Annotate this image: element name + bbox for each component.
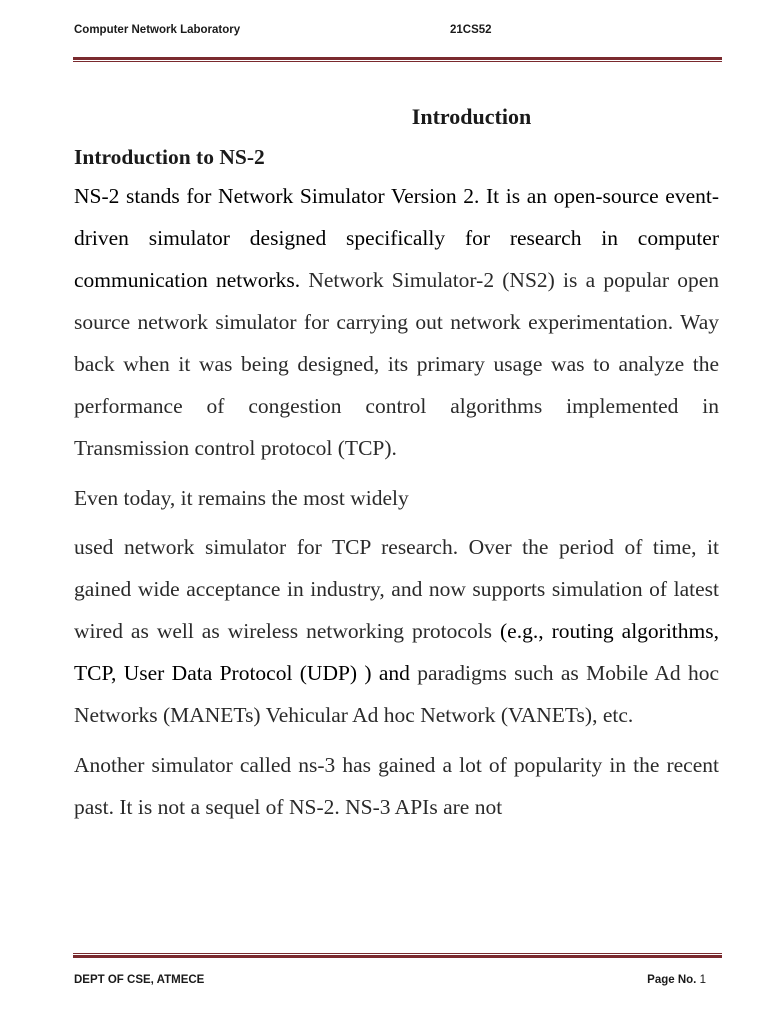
page-header xyxy=(74,24,722,40)
lab-title: Computer Network Laboratory xyxy=(74,24,241,36)
page-footer xyxy=(74,974,706,990)
paragraph-protocol-examples: (e.g., routing algorithms, TCP, User Data Protocol (UDP) ) and xyxy=(74,619,719,685)
header-rule xyxy=(73,57,722,62)
department-label: DEPT OF CSE, ATMECE xyxy=(74,974,205,986)
paragraph-ns2-overview xyxy=(74,175,719,469)
course-code: 21CS52 xyxy=(450,24,492,36)
paragraph-tcp-research xyxy=(74,526,719,736)
paragraph-tcp-research-start: used network simulator for TCP research. Over the period of time, it gained wide acceptance in industry, and now supports simulation of latest wired as well as wireless networking protocols xyxy=(74,535,719,643)
paragraph-ns2-definition: NS-2 stands for Network Simulator Version 2. It is an open-source event-driven simulator designed specifically for research in computer communication networks. xyxy=(74,184,719,292)
page-number-label: Page No. xyxy=(647,974,697,986)
section-heading: Introduction to NS-2 xyxy=(74,145,265,169)
page-content xyxy=(74,100,719,828)
paragraph-paradigms: paradigms such as Mobile Ad hoc Networks (MANETs) Vehicular Ad hoc Network (VANETs), etc. xyxy=(74,661,719,727)
footer-rule xyxy=(73,953,722,958)
paragraph-widely-used: Even today, it remains the most widely xyxy=(74,486,409,510)
page-number-block xyxy=(647,974,706,986)
paragraph-ns3: Another simulator called ns-3 has gained a lot of popularity in the recent past. It is not a sequel of NS-2. NS-3 APIs are not xyxy=(74,753,719,819)
page-number: 1 xyxy=(699,974,706,986)
page-title: Introduction xyxy=(411,104,532,129)
paragraph-ns2-description: Network Simulator-2 (NS2) is a popular open source network simulator for carrying out network experimentation. Way back when it was being designed, its primary usage was to analyze the performance of congestion control algorithms implemented in Transmission control protocol (TCP). xyxy=(74,268,719,460)
